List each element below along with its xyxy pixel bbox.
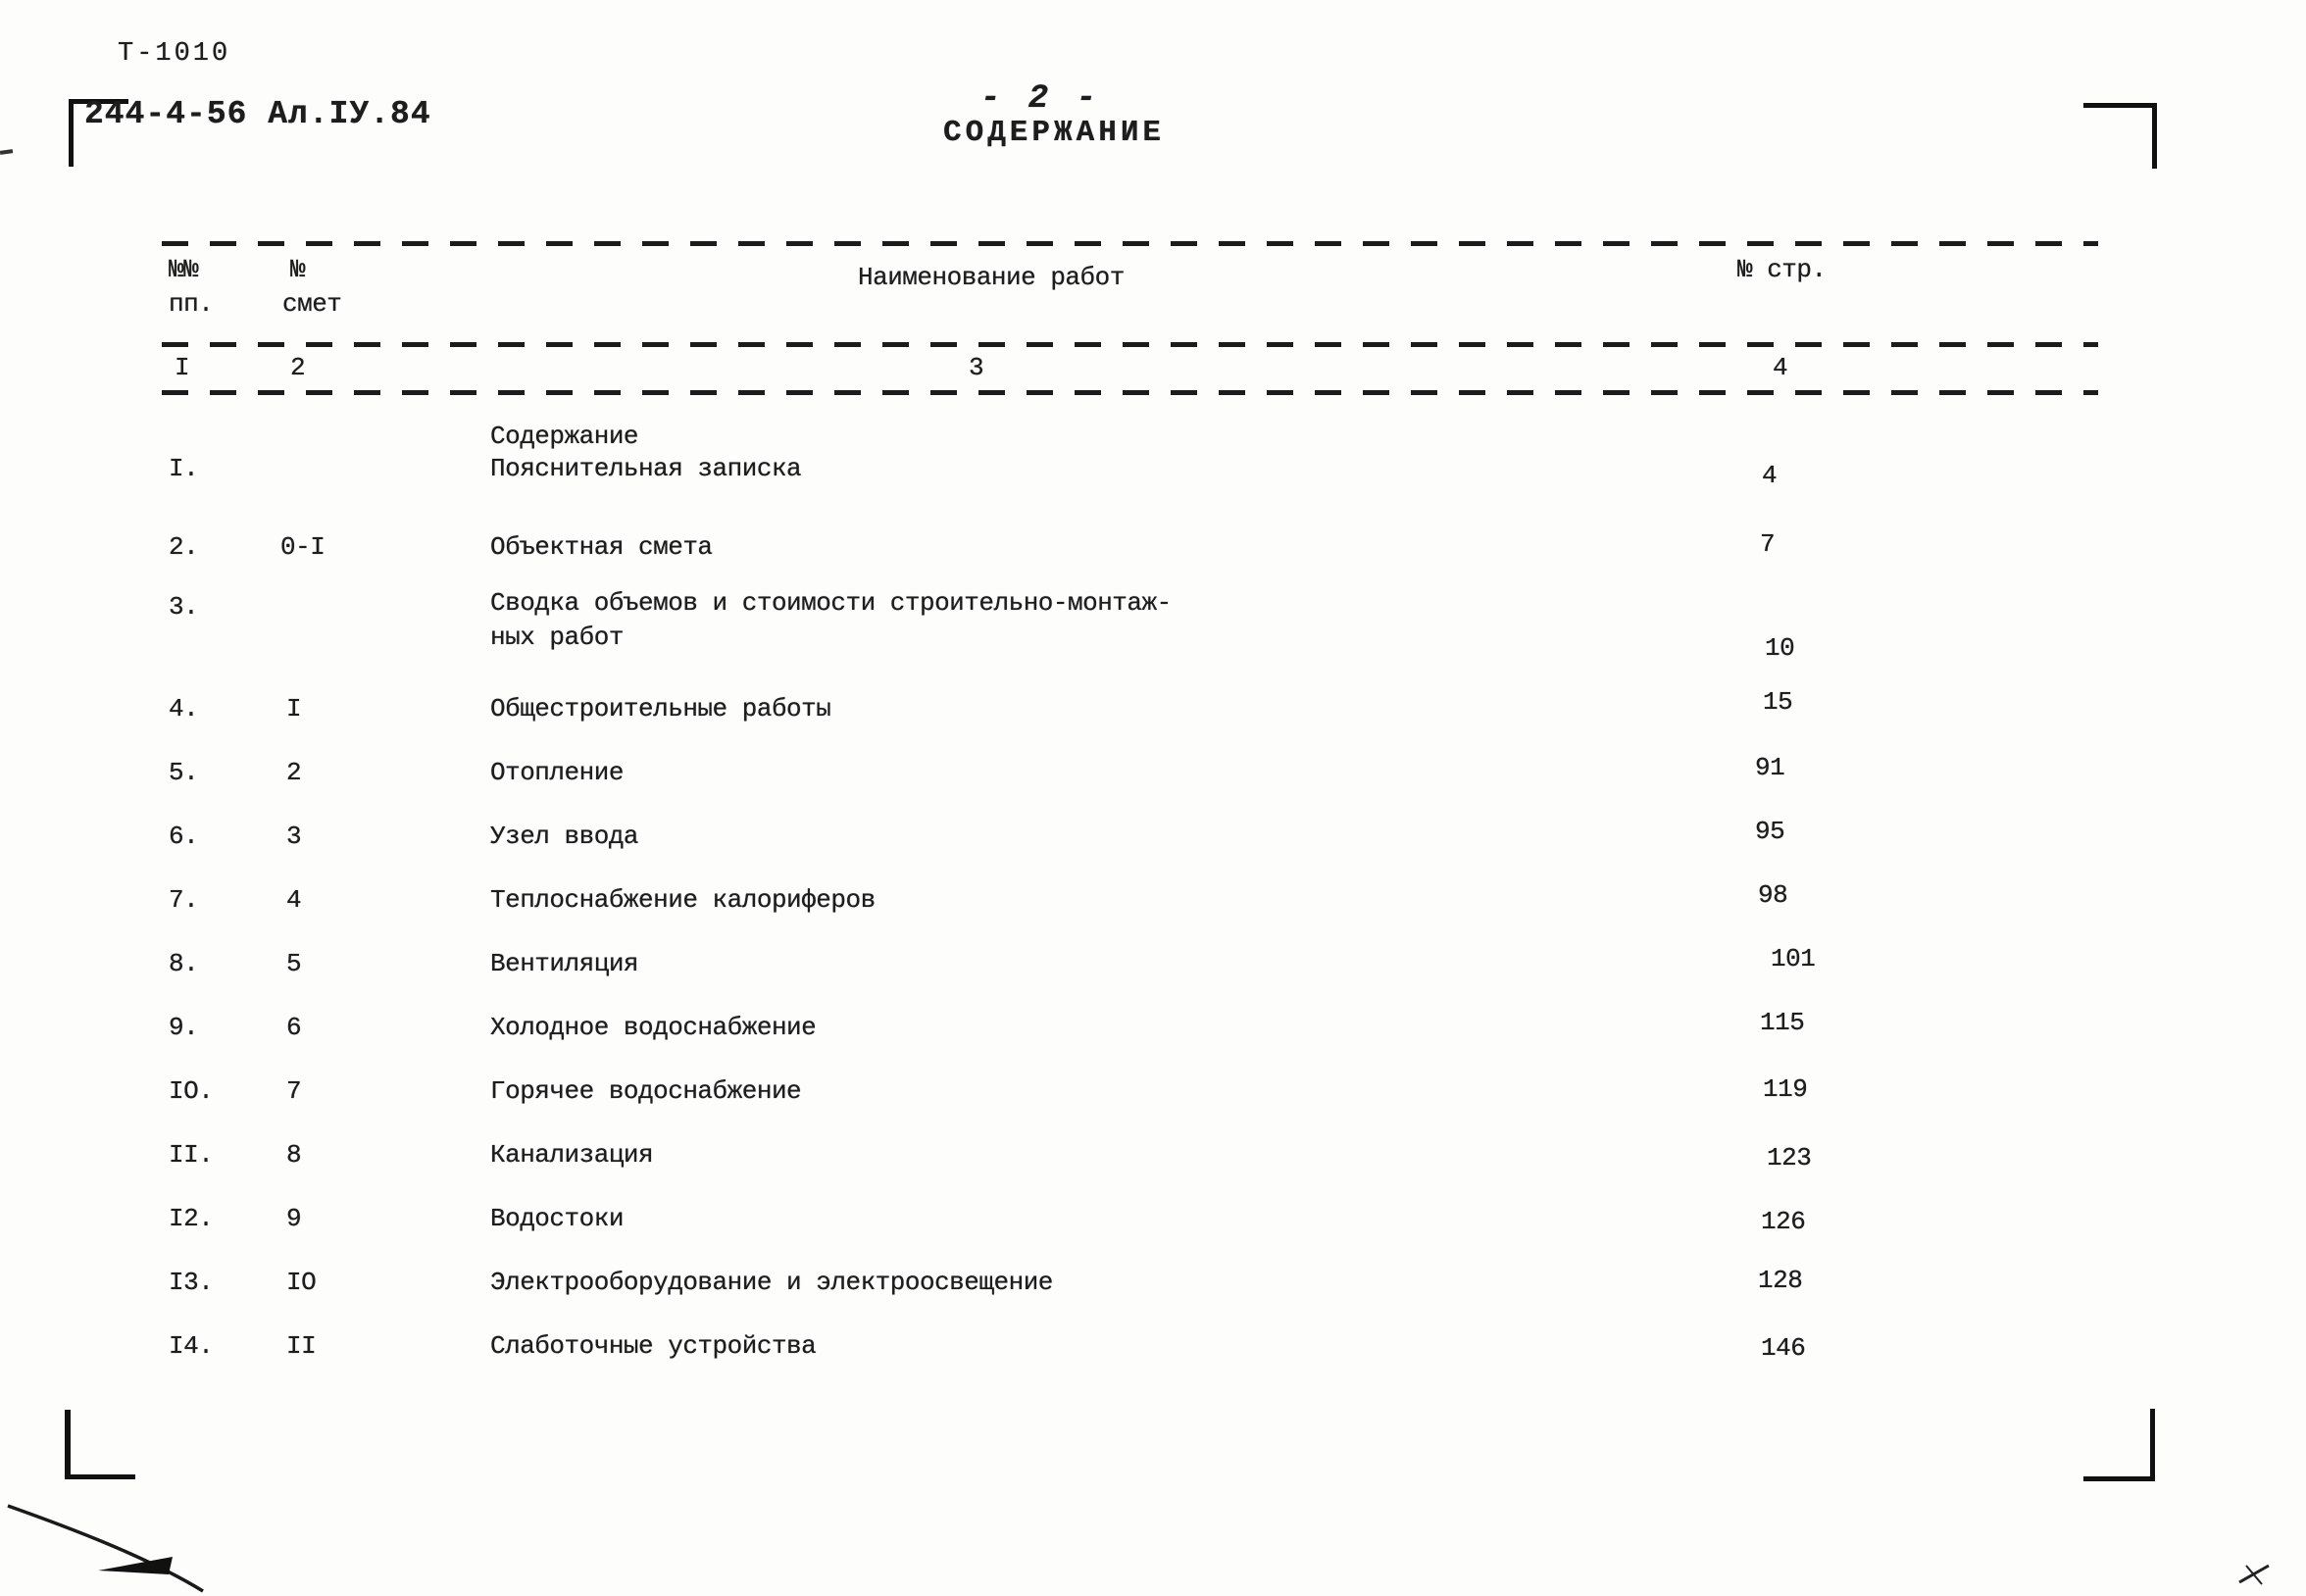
row-num: 7.: [169, 885, 199, 915]
row-smeta: 2: [286, 758, 302, 787]
table-rule-middle: [162, 342, 2098, 347]
col-number-2: 2: [290, 353, 306, 382]
row-smeta: II: [286, 1331, 317, 1361]
col-header-smet-line1: №: [290, 255, 306, 284]
row-page: 128: [1758, 1266, 1803, 1295]
row-page: 98: [1758, 880, 1788, 910]
document-number: 244-4-56 Ал.IУ.84: [84, 96, 431, 132]
row-page: 119: [1763, 1074, 1808, 1104]
row-name: Горячее водоснабжение: [490, 1076, 802, 1106]
row-name: Электрооборудование и электроосвещение: [490, 1268, 1053, 1297]
row-num: 3.: [169, 592, 199, 622]
row-smeta: 6: [286, 1013, 302, 1042]
page-title: СОДЕРЖАНИЕ: [943, 116, 1166, 150]
row-num: II.: [169, 1140, 214, 1170]
row-num: I.: [169, 454, 199, 483]
col-header-page: № стр.: [1737, 255, 1827, 284]
row-num: 9.: [169, 1013, 199, 1042]
row-num: I4.: [169, 1331, 214, 1361]
table-rule-bottom: [162, 390, 2098, 395]
row-name: Отопление: [490, 758, 624, 787]
col-number-4: 4: [1773, 353, 1788, 382]
row-smeta: 5: [286, 949, 302, 978]
row-page: 101: [1771, 944, 1816, 973]
row-page: 123: [1767, 1143, 1812, 1172]
row-smeta: 7: [286, 1076, 302, 1106]
col-number-1: I: [175, 353, 190, 382]
row-num: I2.: [169, 1204, 214, 1233]
row-name: Холодное водоснабжение: [490, 1013, 817, 1042]
crop-mark-bottom-left: [65, 1410, 135, 1479]
row-smeta: 0-I: [280, 532, 326, 562]
row-name: Вентиляция: [490, 949, 639, 978]
row-page: 115: [1760, 1008, 1805, 1037]
row-name-2: ных работ: [490, 623, 624, 652]
row-page: 146: [1761, 1333, 1806, 1363]
row-name-pre: Содержание: [490, 422, 639, 451]
row-smeta: 4: [286, 885, 302, 915]
row-name: Водостоки: [490, 1204, 624, 1233]
row-num: 6.: [169, 822, 199, 851]
row-smeta: IO: [286, 1268, 317, 1297]
row-page: 4: [1762, 461, 1778, 490]
row-page: 7: [1760, 529, 1776, 559]
row-name: Теплоснабжение калориферов: [490, 885, 876, 915]
row-smeta: 3: [286, 822, 302, 851]
row-page: 126: [1761, 1207, 1806, 1236]
row-page: 10: [1765, 633, 1795, 663]
row-num: 4.: [169, 694, 199, 723]
edge-tick-left: [0, 149, 13, 155]
stamp-code: Т-1010: [118, 39, 231, 69]
row-name: Канализация: [490, 1140, 654, 1170]
row-name: Слаботочные устройства: [490, 1331, 817, 1361]
row-smeta: I: [286, 694, 302, 723]
row-smeta: 9: [286, 1204, 302, 1233]
row-name: Сводка объемов и стоимости строительно-монтаж-: [490, 588, 1172, 618]
col-header-npp-line2: пп.: [169, 289, 214, 319]
col-header-smet-line2: смет: [282, 289, 342, 319]
col-header-name: Наименование работ: [858, 263, 1125, 292]
crop-mark-bottom-right: [2083, 1409, 2155, 1481]
row-page: 15: [1763, 687, 1793, 717]
row-num: 2.: [169, 532, 199, 562]
row-name: Общестроительные работы: [490, 694, 831, 723]
col-header-npp-line1: №№: [169, 255, 199, 284]
row-page: 91: [1755, 753, 1785, 782]
col-number-3: 3: [969, 353, 984, 382]
row-name: Узел ввода: [490, 822, 639, 851]
row-page: 95: [1755, 817, 1785, 846]
row-num: I3.: [169, 1268, 214, 1297]
row-num: IO.: [169, 1076, 214, 1106]
crop-mark-top-right: [2083, 103, 2157, 169]
row-smeta: 8: [286, 1140, 302, 1170]
row-name: Объектная смета: [490, 532, 713, 562]
table-rule-top: [162, 241, 2098, 246]
row-name: Пояснительная записка: [490, 454, 802, 483]
row-num: 8.: [169, 949, 199, 978]
page-number: - 2 -: [980, 80, 1101, 118]
row-num: 5.: [169, 758, 199, 787]
